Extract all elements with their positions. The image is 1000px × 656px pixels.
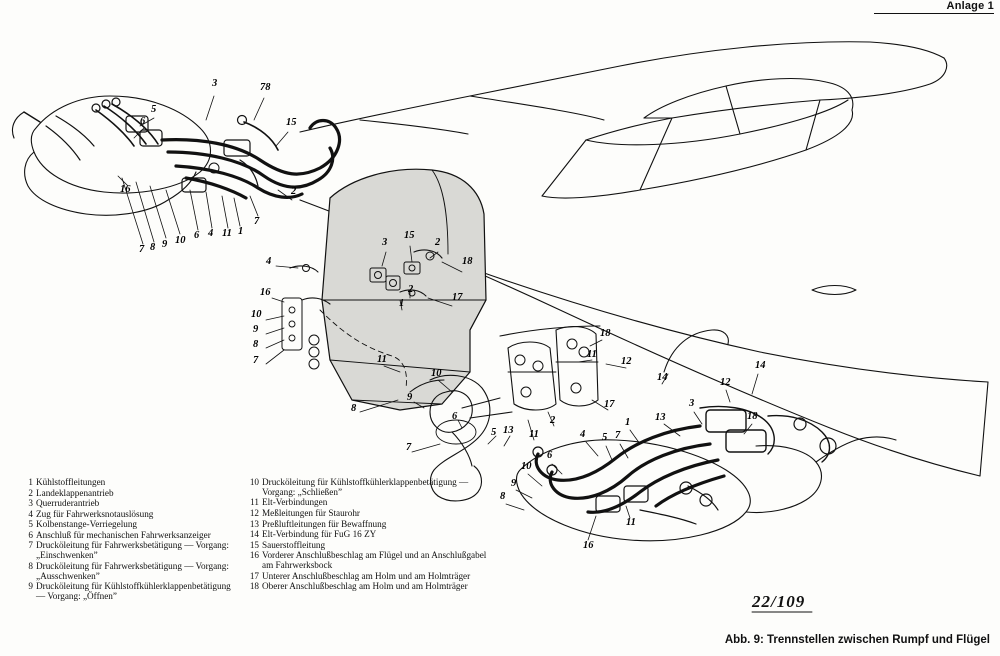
legend-item: [22, 582, 234, 602]
callout-center-6: 6: [452, 411, 458, 422]
legend-text: Drucköleitung für Kühlstoffkühlerklappenbetätigung — Vorgang: „Schließen”: [262, 477, 469, 497]
legend-item: [248, 551, 490, 571]
callout-right-4: 4: [580, 429, 586, 440]
callout-center-11: 11: [377, 354, 387, 365]
callout-center-16: 16: [260, 287, 271, 298]
legend-item: [22, 520, 234, 530]
legend-item: [22, 499, 234, 509]
callout-left-5: 5: [151, 104, 157, 115]
legend-item: [248, 572, 490, 582]
callout-right-1: 1: [625, 417, 631, 428]
legend-text: Landeklappenantrieb: [36, 487, 114, 498]
legend-item: [22, 489, 234, 499]
legend-item: [248, 582, 490, 592]
legend-text: Unterer Anschlußbeschlag am Holm und am Holmträger: [262, 570, 471, 581]
legend-number: 5: [28, 519, 33, 530]
callout-left-3: 3: [212, 78, 218, 89]
legend-number: 7: [28, 540, 33, 551]
callout-center-11b: 11: [529, 429, 539, 440]
callout-right-14: 14: [755, 360, 766, 371]
legend-item: [22, 478, 234, 488]
legend-text: Meßleitungen für Staurohr: [262, 508, 360, 518]
legend-item: [22, 562, 234, 582]
legend-number: 13: [249, 518, 259, 529]
legend-number: 4: [28, 508, 33, 519]
legend-number: 1: [28, 477, 33, 487]
legend-text: Drucköleitung für Fahrwerksbetätigung — Vorgang: „Ausschwenken”: [36, 560, 229, 581]
callout-left-6: 6: [140, 116, 146, 127]
callout-right-12: 12: [720, 377, 731, 388]
legend-number: 17: [249, 570, 259, 581]
legend-number: 18: [249, 581, 259, 592]
legend-number: 6: [28, 529, 33, 540]
callout-left-4: 4: [208, 228, 214, 239]
callout-center-7: 7: [253, 355, 259, 366]
callout-right-8: 8: [500, 491, 506, 502]
legend-item: [248, 509, 490, 519]
callout-center-7b: 7: [406, 442, 412, 453]
legend-number: 8: [28, 560, 33, 571]
legend-number: 12: [249, 508, 259, 518]
legend-item: [22, 541, 234, 561]
figure-caption: Abb. 9: Trennstellen zwischen Rumpf und Flügel: [724, 634, 990, 646]
callout-right-11: 11: [626, 517, 636, 528]
legend-item: [248, 478, 490, 498]
callout-left-16: 16: [120, 184, 131, 195]
callout-right-18: 18: [747, 411, 758, 422]
legend-number: 16: [249, 550, 259, 561]
legend-item: [248, 520, 490, 530]
callout-left-2: 2: [291, 186, 297, 197]
legend-number: 11: [250, 497, 259, 508]
legend-text: Querruderantrieb: [36, 498, 100, 509]
anlage-label: Anlage 1: [946, 0, 994, 12]
callout-left-7: 7: [139, 244, 145, 255]
legend-item: [22, 531, 234, 541]
legend-text: Oberer Anschlußbeschlag am Holm und am Holmträger: [262, 581, 468, 592]
callout-center-13: 13: [503, 425, 514, 436]
callout-center-17: 17: [452, 292, 463, 303]
callout-center-8b: 8: [351, 403, 357, 414]
legend-text: Elt-Verbindungen: [262, 497, 328, 508]
legend-text: Kolbenstange-Verriegelung: [36, 519, 138, 530]
callout-center-11c: 11: [587, 349, 597, 360]
legend-column-2: [248, 478, 490, 593]
legend-number: 15: [249, 539, 259, 550]
legend-number: 14: [249, 529, 259, 540]
callout-center-10b: 10: [431, 368, 442, 379]
legend-text: Drucköleitung für Fahrwerksbetätigung — Vorgang: „Einschwenken”: [36, 540, 229, 561]
legend-text: Elt-Verbindung für FuG 16 ZY: [262, 529, 377, 540]
legend-text: Kühlstoffleitungen: [36, 477, 106, 487]
legend-column-1: [22, 478, 234, 603]
callout-center-18: 18: [462, 256, 473, 267]
callout-center-5: 5: [491, 427, 497, 438]
legend-text: Preßluftleitungen für Bewaffnung: [262, 518, 387, 529]
legend-text: Anschluß für mechanischen Fahrwerksanzeiger: [36, 529, 211, 540]
callout-right-7: 7: [615, 430, 621, 441]
callout-center-4: 4: [266, 256, 272, 267]
callout-center-9b: 9: [407, 392, 413, 403]
callout-center-2c: 2: [550, 415, 556, 426]
callout-center-2b: 2: [408, 284, 414, 295]
callout-right-3: 3: [689, 398, 695, 409]
callout-center-8: 8: [253, 339, 259, 350]
callout-right-16: 16: [583, 540, 594, 551]
plate-number: 22/109: [752, 592, 806, 611]
legend-text: Vorderer Anschlußbeschlag am Flügel und an Anschlußgabel am Fahrwerksbock: [262, 550, 487, 571]
callout-center-3: 3: [382, 237, 388, 248]
callout-center-15: 15: [404, 230, 415, 241]
callout-right-5: 5: [602, 432, 608, 443]
callout-left-78: 78: [260, 82, 271, 93]
legend-item: [22, 510, 234, 520]
callout-left-15: 15: [286, 117, 297, 128]
callout-left-1: 1: [238, 226, 244, 237]
callout-center-9: 9: [253, 324, 259, 335]
callout-right-10: 10: [521, 461, 532, 472]
callout-right-13: 13: [655, 412, 666, 423]
callout-left-8: 8: [150, 242, 156, 253]
callout-left-11: 11: [222, 228, 232, 239]
legend-number: 10: [249, 477, 259, 487]
callout-left-10: 10: [175, 235, 186, 246]
callout-right-9: 9: [511, 478, 517, 489]
callout-center-2: 2: [435, 237, 441, 248]
callout-left-6b: 6: [194, 230, 200, 241]
legend-number: 3: [28, 498, 33, 509]
legend-text: Drucköleitung für Kühlstoffkühlerklappenbetätigung — Vorgang: „Öffnen”: [36, 581, 231, 602]
callout-left-7b: 7: [254, 216, 260, 227]
legend-item: [248, 530, 490, 540]
callout-center-12: 12: [621, 356, 632, 367]
callout-center-1: 1: [399, 298, 405, 309]
callout-center-17b: 17: [604, 399, 615, 410]
callout-center-14: 14: [657, 372, 668, 383]
legend-text: Sauerstoffleitung: [262, 539, 326, 550]
legend-number: 9: [28, 581, 33, 592]
legend-item: [248, 541, 490, 551]
legend-item: [248, 498, 490, 508]
callout-left-9: 9: [162, 239, 168, 250]
callout-center-18b: 18: [600, 328, 611, 339]
legend-text: Zug für Fahrwerksnotauslösung: [36, 508, 154, 519]
callout-center-10: 10: [251, 309, 262, 320]
callout-right-6: 6: [547, 450, 553, 461]
legend-number: 2: [28, 487, 33, 498]
